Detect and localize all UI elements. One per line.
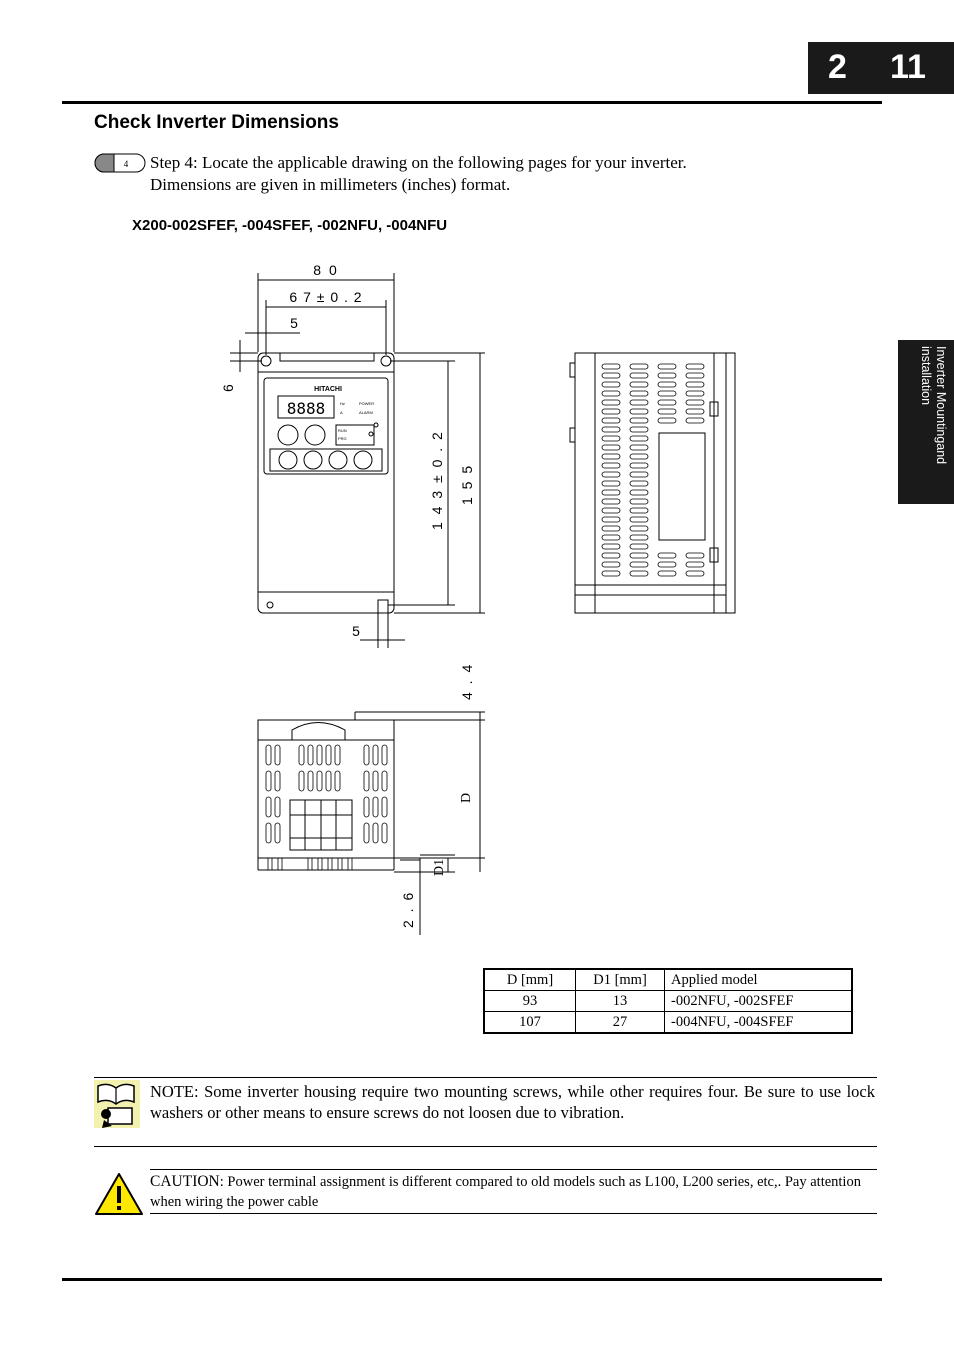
vent-slot (266, 745, 271, 765)
bottom-view (258, 712, 485, 935)
heatsink-fin (268, 858, 272, 870)
brand-logo-text: HITACHI (314, 386, 342, 393)
heatsink-fin (348, 858, 352, 870)
cell-model: -002NFU, -002SFEF (665, 991, 853, 1012)
header-d1: D1 [mm] (576, 969, 665, 991)
vent-slot (630, 364, 648, 369)
vent-slot (317, 745, 322, 765)
vent-slot (686, 373, 704, 378)
vent-slot (299, 771, 304, 791)
heatsink-fin (278, 858, 282, 870)
vent-slot (686, 418, 704, 423)
vent-slot (630, 571, 648, 576)
vent-slot (602, 472, 620, 477)
vent-slot (373, 797, 378, 817)
vent-slot (382, 745, 387, 765)
vent-slot (658, 391, 676, 396)
led-alarm-label: ALARM (359, 410, 373, 415)
vent-slot (686, 391, 704, 396)
note-label: NOTE (150, 1082, 194, 1101)
vent-slot (630, 490, 648, 495)
dim-top-offset-label: 6 (220, 384, 236, 392)
vent-slot (308, 771, 313, 791)
note-bottom-rule (94, 1146, 877, 1147)
caution-paragraph (150, 1172, 875, 1212)
vent-slot (630, 544, 648, 549)
vent-slot (602, 391, 620, 396)
vent-slot (326, 771, 331, 791)
side-view (570, 353, 735, 613)
led-run-label: RUN (338, 428, 347, 433)
warning-triangle-icon (94, 1172, 144, 1221)
dim-top-protrusion-label: 4 . 4 (459, 662, 475, 700)
header-d: D [mm] (484, 969, 576, 991)
note-icon (94, 1080, 142, 1135)
dim-depth-label: D (459, 792, 474, 803)
vent-slot (602, 481, 620, 486)
vent-slot (266, 823, 271, 843)
vent-slot (630, 427, 648, 432)
vent-slot (373, 745, 378, 765)
vent-slot (630, 535, 648, 540)
vent-slot (308, 745, 313, 765)
vent-slot (364, 771, 369, 791)
vent-slot (630, 553, 648, 558)
vent-slot (602, 409, 620, 414)
vent-slot (630, 436, 648, 441)
vent-slot (630, 463, 648, 468)
vent-slot (630, 508, 648, 513)
dimensions-table (483, 968, 853, 1034)
vent-slot (317, 771, 322, 791)
display-readout: 8888 (286, 399, 326, 418)
vent-slot (602, 553, 620, 558)
vent-slot (382, 823, 387, 843)
vent-slot (686, 409, 704, 414)
led-a-label: A (340, 410, 343, 415)
vent-slot (335, 745, 340, 765)
vent-slot (299, 745, 304, 765)
vent-slot (630, 454, 648, 459)
vent-slot (602, 535, 620, 540)
vent-slot (364, 797, 369, 817)
dim-height-label: 1 5 5 (459, 463, 475, 505)
vent-slot (658, 364, 676, 369)
page-number: 11 (890, 48, 926, 86)
caution-top-rule (150, 1169, 877, 1170)
step-line-1: Locate the applicable drawing on the following pages for your inverter. (201, 153, 687, 172)
vent-slot (373, 771, 378, 791)
dim-depth1-label: D1 (432, 858, 447, 876)
vent-slot (630, 373, 648, 378)
led-hz-label: Hz (340, 401, 345, 406)
vent-slot (602, 400, 620, 405)
vent-slot (602, 445, 620, 450)
vent-slot (630, 472, 648, 477)
vent-slot (658, 418, 676, 423)
heatsink-fin (338, 858, 342, 870)
vent-slot (602, 454, 620, 459)
vent-slot (602, 382, 620, 387)
led-power-label: POWER (359, 401, 375, 406)
vent-slot (630, 499, 648, 504)
model-heading: X200-002SFEF, -004SFEF, -002NFU, -004NFU (132, 217, 448, 234)
vent-slot (382, 771, 387, 791)
vent-slot (630, 382, 648, 387)
cell-d1: 13 (576, 991, 665, 1012)
header-model: Applied model (665, 969, 853, 991)
heatsink-fin (318, 858, 322, 870)
step-line-2: Dimensions are given in millimeters (inches) format. (150, 175, 511, 194)
vent-slot (275, 823, 280, 843)
vent-slot (602, 508, 620, 513)
side-tab-label: Inverter Mountingand installation (919, 346, 948, 465)
caution-bottom-rule (150, 1213, 877, 1214)
vent-slot (602, 436, 620, 441)
vent-slot (602, 499, 620, 504)
cell-d1: 27 (576, 1012, 665, 1034)
vent-slot (630, 391, 648, 396)
table-row (484, 991, 852, 1012)
vent-slot (602, 562, 620, 567)
vent-slot (630, 445, 648, 450)
vent-slot (658, 562, 676, 567)
vent-slot (658, 382, 676, 387)
vent-slot (658, 400, 676, 405)
vent-slot (630, 526, 648, 531)
vent-slot (382, 797, 387, 817)
vent-slot (602, 418, 620, 423)
vent-slot (602, 571, 620, 576)
vent-slot (602, 544, 620, 549)
dim-left-offset-label: 5 (290, 315, 298, 331)
svg-text:4: 4 (123, 159, 129, 169)
heatsink-fin (308, 858, 312, 870)
vent-slot (602, 463, 620, 468)
vent-slot (335, 771, 340, 791)
dim-width-label: 8 0 (313, 262, 339, 278)
caution-label: CAUTION (150, 1173, 220, 1190)
vent-slot (602, 364, 620, 369)
vent-slot (630, 562, 648, 567)
dim-bottom-slot-label: 5 (352, 623, 360, 639)
table-header-row (484, 969, 852, 991)
cell-d: 93 (484, 991, 576, 1012)
chapter-number: 2 (828, 48, 847, 86)
vent-slot (630, 418, 648, 423)
vent-slot (658, 409, 676, 414)
note-body: : Some inverter housing require two mounting screws, while other requires four. Be sure to use lock washers or other means to ensure screws do not loosen due to vibration. (150, 1082, 875, 1122)
vent-slot (686, 553, 704, 558)
vent-slot (658, 373, 676, 378)
footer-rule (62, 1278, 882, 1281)
dim-hole-height-label: 1 4 3 ± 0 . 2 (429, 430, 445, 530)
vent-slot (686, 382, 704, 387)
table-row (484, 1012, 852, 1034)
vent-slot (275, 797, 280, 817)
vent-slot (658, 553, 676, 558)
vent-slot (602, 373, 620, 378)
section-title: Check Inverter Dimensions (94, 112, 339, 133)
vent-slot (275, 771, 280, 791)
led-prg-label: PRG (338, 436, 347, 441)
vent-slot (364, 745, 369, 765)
step-label: Step 4: (150, 153, 198, 172)
note-paragraph (150, 1081, 875, 1123)
vent-slot (686, 571, 704, 576)
vent-slot (686, 364, 704, 369)
vent-slot (602, 517, 620, 522)
vent-slot (602, 490, 620, 495)
dim-hole-spacing-label: 6 7 ± 0 . 2 (289, 289, 363, 305)
vent-slot (686, 562, 704, 567)
cell-d: 107 (484, 1012, 576, 1034)
vent-slot (373, 823, 378, 843)
vent-slot (326, 745, 331, 765)
vent-slot (364, 823, 369, 843)
vent-slot (266, 771, 271, 791)
caution-body: : Power terminal assignment is different compared to old models such as L100, L200 series, etc,. Pay attention when wiring the power cable (150, 1174, 861, 1210)
heatsink-fin (328, 858, 332, 870)
dim-fin-label: 2 . 6 (400, 890, 416, 928)
side-vent-slots (602, 364, 704, 576)
vent-slot (630, 400, 648, 405)
note-top-rule (94, 1077, 877, 1078)
bottom-vent-slots (266, 745, 387, 870)
vent-slot (630, 481, 648, 486)
cell-model: -004NFU, -004SFEF (665, 1012, 853, 1034)
vent-slot (658, 571, 676, 576)
vent-slot (266, 797, 271, 817)
vent-slot (686, 400, 704, 405)
vent-slot (630, 409, 648, 414)
vent-slot (630, 517, 648, 522)
vent-slot (602, 427, 620, 432)
vent-slot (275, 745, 280, 765)
vent-slot (602, 526, 620, 531)
